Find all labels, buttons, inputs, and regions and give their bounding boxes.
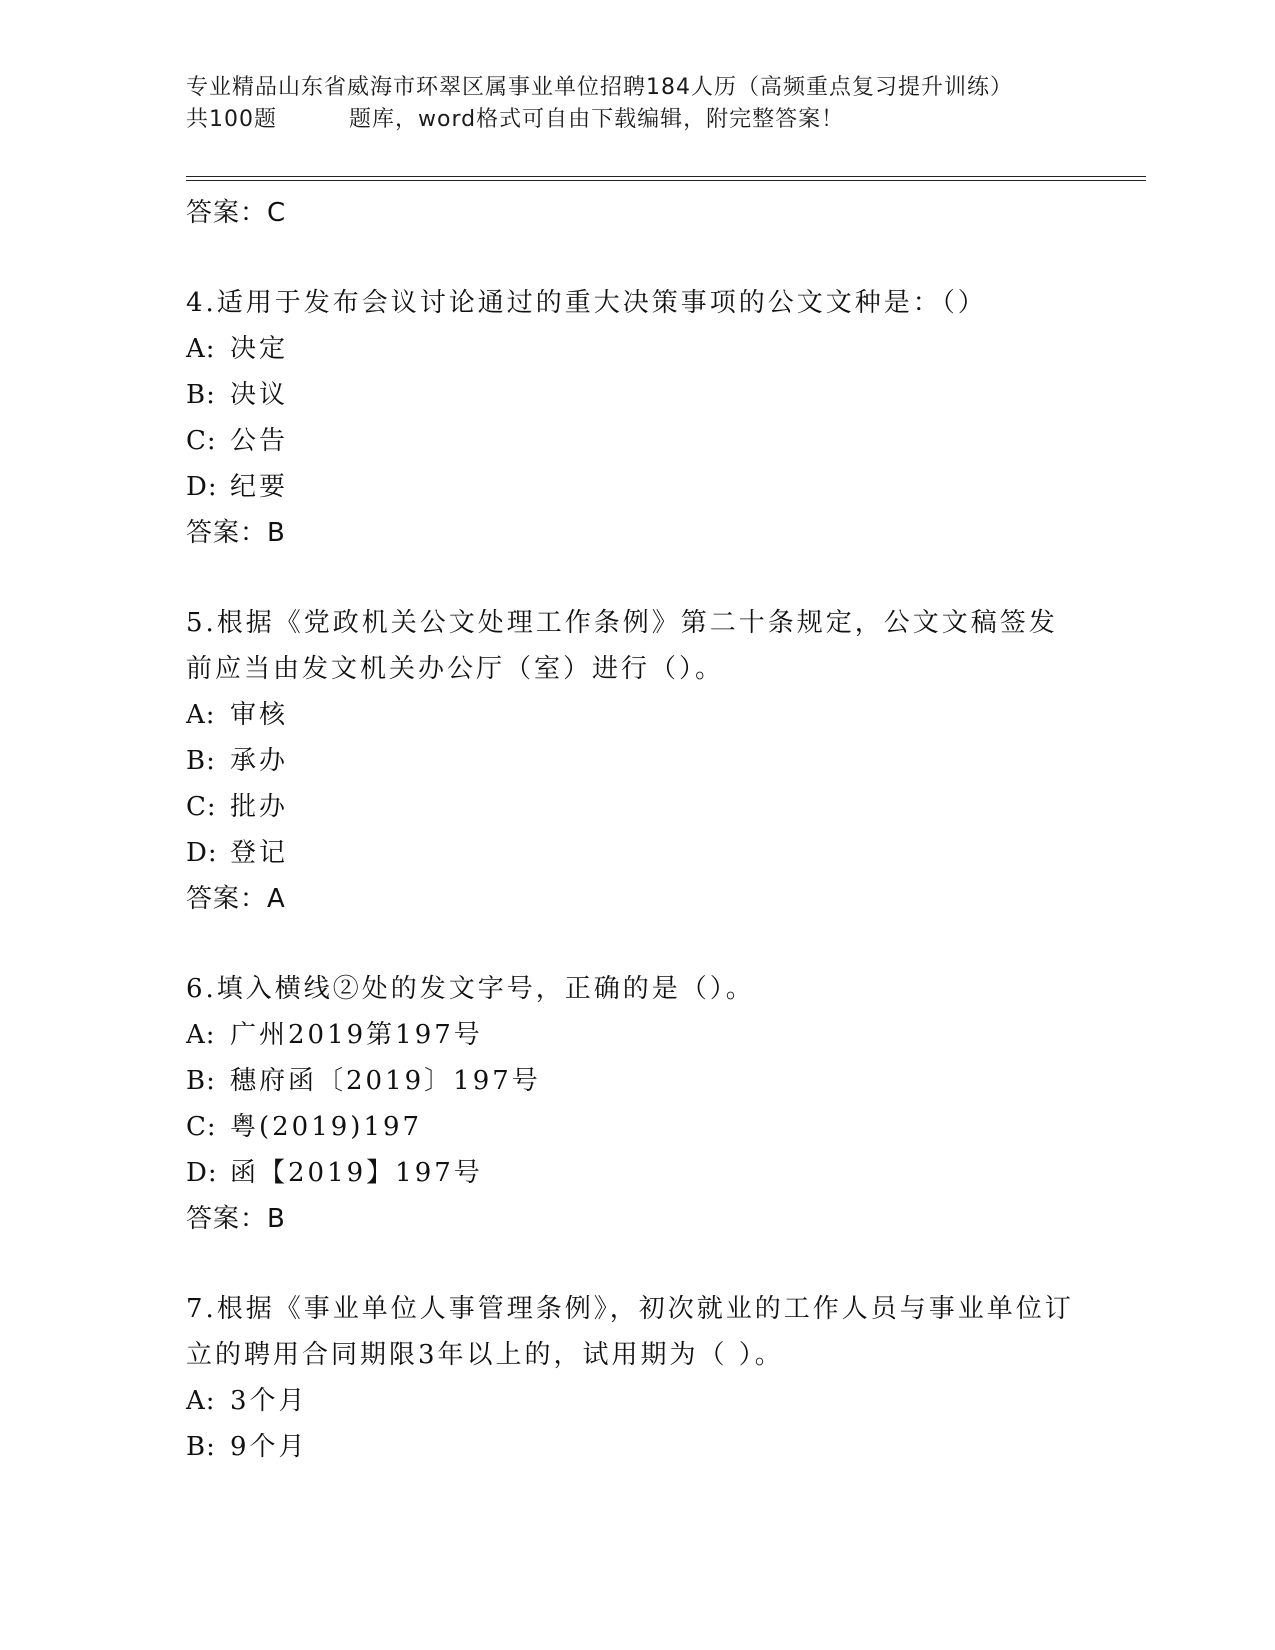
- option-key: C:: [186, 1112, 217, 1142]
- option-key: D:: [186, 1158, 218, 1188]
- option-key: A:: [186, 334, 216, 364]
- question-7: [186, 1286, 1086, 1470]
- option-text: 审核: [230, 700, 289, 730]
- option-b: [186, 1424, 1086, 1470]
- option-b: [186, 372, 1086, 418]
- previous-answer: 答案：C: [186, 198, 287, 228]
- question-text: 7.根据《事业单位人事管理条例》，初次就业的工作人员与事业单位订立的聘用合同期限3年以上的，试用期为（ ）。: [186, 1294, 1074, 1370]
- header-description: 题库，word格式可自由下载编辑，附完整答案！: [349, 107, 845, 132]
- header-question-count: 共100题: [186, 107, 277, 132]
- option-b: [186, 1058, 1086, 1104]
- answer: 答案：A: [186, 884, 286, 914]
- option-d: [186, 830, 1086, 876]
- question-5: [186, 600, 1086, 922]
- page-header: [186, 72, 1086, 136]
- option-text: 决议: [230, 380, 289, 410]
- question-6: [186, 966, 1086, 1242]
- option-text: 3个月: [230, 1386, 308, 1416]
- option-key: A:: [186, 1386, 216, 1416]
- option-text: 函【2019】197号: [230, 1158, 483, 1188]
- option-key: B:: [186, 1432, 216, 1462]
- option-text: 承办: [230, 746, 289, 776]
- option-c: [186, 1104, 1086, 1150]
- answer: 答案：B: [186, 518, 286, 548]
- option-key: C:: [186, 426, 217, 456]
- question-text: 4.适用于发布会议讨论通过的重大决策事项的公文文种是：（）: [186, 288, 987, 318]
- option-text: 穗府函〔2019〕197号: [230, 1066, 541, 1096]
- option-text: 纪要: [230, 472, 289, 502]
- option-text: 广州2019第197号: [230, 1020, 483, 1050]
- option-key: A:: [186, 700, 216, 730]
- answer: 答案：B: [186, 1204, 286, 1234]
- question-4: [186, 280, 1086, 556]
- option-key: A:: [186, 1020, 216, 1050]
- option-d: [186, 464, 1086, 510]
- option-a: [186, 326, 1086, 372]
- option-c: [186, 784, 1086, 830]
- option-a: [186, 1378, 1086, 1424]
- option-text: 批办: [230, 792, 289, 822]
- option-text: 粤(2019)197: [230, 1112, 423, 1142]
- option-a: [186, 1012, 1086, 1058]
- option-b: [186, 738, 1086, 784]
- option-c: [186, 418, 1086, 464]
- option-a: [186, 692, 1086, 738]
- header-title-line: 专业精品山东省威海市环翠区属事业单位招聘184人历（高频重点复习提升训练）: [186, 75, 1013, 100]
- header-subtitle-line: [186, 104, 1086, 136]
- option-d: [186, 1150, 1086, 1196]
- header-divider: [186, 176, 1146, 181]
- question-text: 6.填入横线②处的发文字号，正确的是（）。: [186, 974, 755, 1004]
- option-key: C:: [186, 792, 217, 822]
- option-text: 决定: [230, 334, 289, 364]
- option-text: 登记: [230, 838, 289, 868]
- option-key: B:: [186, 380, 216, 410]
- option-key: B:: [186, 1066, 216, 1096]
- document-body: [186, 190, 1086, 1470]
- option-key: D:: [186, 838, 218, 868]
- option-text: 公告: [230, 426, 289, 456]
- option-text: 9个月: [230, 1432, 308, 1462]
- question-text: 5.根据《党政机关公文处理工作条例》第二十条规定，公文文稿签发前应当由发文机关办公厅（室）进行（）。: [186, 608, 1058, 684]
- option-key: D:: [186, 472, 218, 502]
- option-key: B:: [186, 746, 216, 776]
